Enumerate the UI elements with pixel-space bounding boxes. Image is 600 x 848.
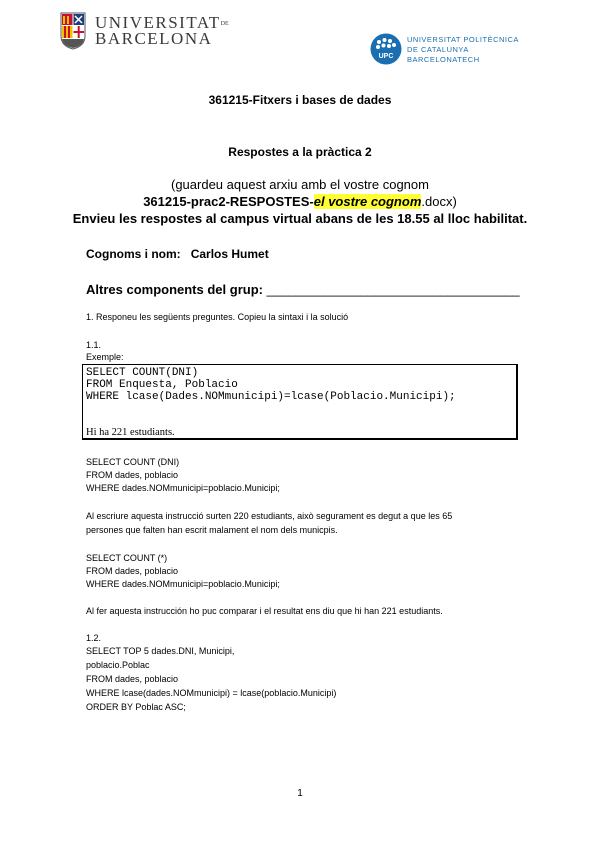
example-result: Hi ha 221 estudiants.	[86, 427, 175, 438]
answer3-code-line2: poblacio.Poblac	[86, 660, 150, 670]
upc-name-line1: UNIVERSITAT POLITÈCNICA	[407, 35, 519, 44]
upc-badge-text: UPC	[378, 53, 394, 60]
name-row	[86, 247, 269, 261]
answer1-note-line2: persones que falten han escrit malament el nom dels municpis.	[86, 525, 338, 535]
deadline-note: Envieu les respostes al campus virtual abans de les 18.55 al lloc habilitat.	[72, 211, 528, 226]
question-1-1: 1.1.	[86, 340, 102, 350]
save-note-prefix: 361215-prac2-RESPOSTES-	[143, 194, 314, 209]
example-code-line1: SELECT COUNT(DNI)	[86, 367, 199, 379]
example-code-line2: FROM Enquesta, Poblacio	[86, 379, 238, 391]
question-1-2: 1.2.	[86, 633, 102, 643]
answer1-code-line2: FROM dades, poblacio	[86, 470, 179, 480]
answer1-code-line1: SELECT COUNT (DNI)	[86, 457, 180, 467]
example-code-line3: WHERE lcase(Dades.NOMmunicipi)=lcase(Poblacio.Municipi);	[86, 391, 456, 403]
ub-name-suffix: DE	[220, 21, 229, 28]
answers-title: Respostes a la pràctica 2	[228, 145, 372, 159]
save-note-suffix: .docx)	[421, 194, 457, 209]
answer3-code-line5: ORDER BY Poblac ASC;	[86, 702, 186, 712]
example-box	[82, 364, 518, 440]
answer2-note: Al fer aquesta instrucción ho puc comparar i el resultat ens diu que hi han 221 estudiants.	[86, 606, 443, 616]
upc-name-line2: DE CATALUNYA	[407, 45, 469, 54]
answer3-code-line3: FROM dades, poblacio	[86, 674, 179, 684]
answer1-code-line3: WHERE dades.NOMmunicipi=poblacio.Municipi;	[86, 483, 280, 493]
group-row	[86, 282, 520, 297]
upc-name-line3: BARCELONATECH	[407, 55, 480, 64]
answer2-code-line3: WHERE dades.NOMmunicipi=poblacio.Municipi;	[86, 579, 280, 589]
group-label: Altres components del grup:	[86, 282, 263, 297]
ub-shield-logo	[60, 12, 86, 50]
answer3-code-line4: WHERE lcase(dades.NOMmunicipi) = lcase(poblacio.Municipi)	[86, 688, 337, 698]
ub-name-line1: UNIVERSITATDE	[95, 13, 229, 32]
upc-logo-icon	[370, 33, 402, 65]
save-note-line2	[0, 194, 600, 209]
page-number: 1	[297, 788, 303, 799]
save-note-highlight: el vostre cognom	[313, 194, 422, 209]
example-label: Exemple:	[86, 352, 124, 362]
ub-name-line2: BARCELONA	[95, 29, 213, 48]
save-note-line1: (guardeu aquest arxiu amb el vostre cognom	[171, 177, 429, 192]
group-blank: ___________________________________	[266, 282, 520, 297]
answer2-code-line2: FROM dades, poblacio	[86, 566, 179, 576]
answer3-code-line1: SELECT TOP 5 dades.DNI, Municipi,	[86, 646, 235, 656]
name-label: Cognoms i nom:	[86, 247, 181, 261]
instruction: 1. Responeu les següents preguntes. Copieu la sintaxi i la solució	[86, 312, 349, 322]
answer1-note-line1: Al escriure aquesta instrucció surten 220 estudiants, això segurament es degut a que les 65	[86, 511, 453, 521]
answer2-code-line1: SELECT COUNT (*)	[86, 553, 168, 563]
course-title: 361215-Fitxers i bases de dades	[208, 93, 392, 107]
name-value: Carlos Humet	[190, 247, 269, 261]
